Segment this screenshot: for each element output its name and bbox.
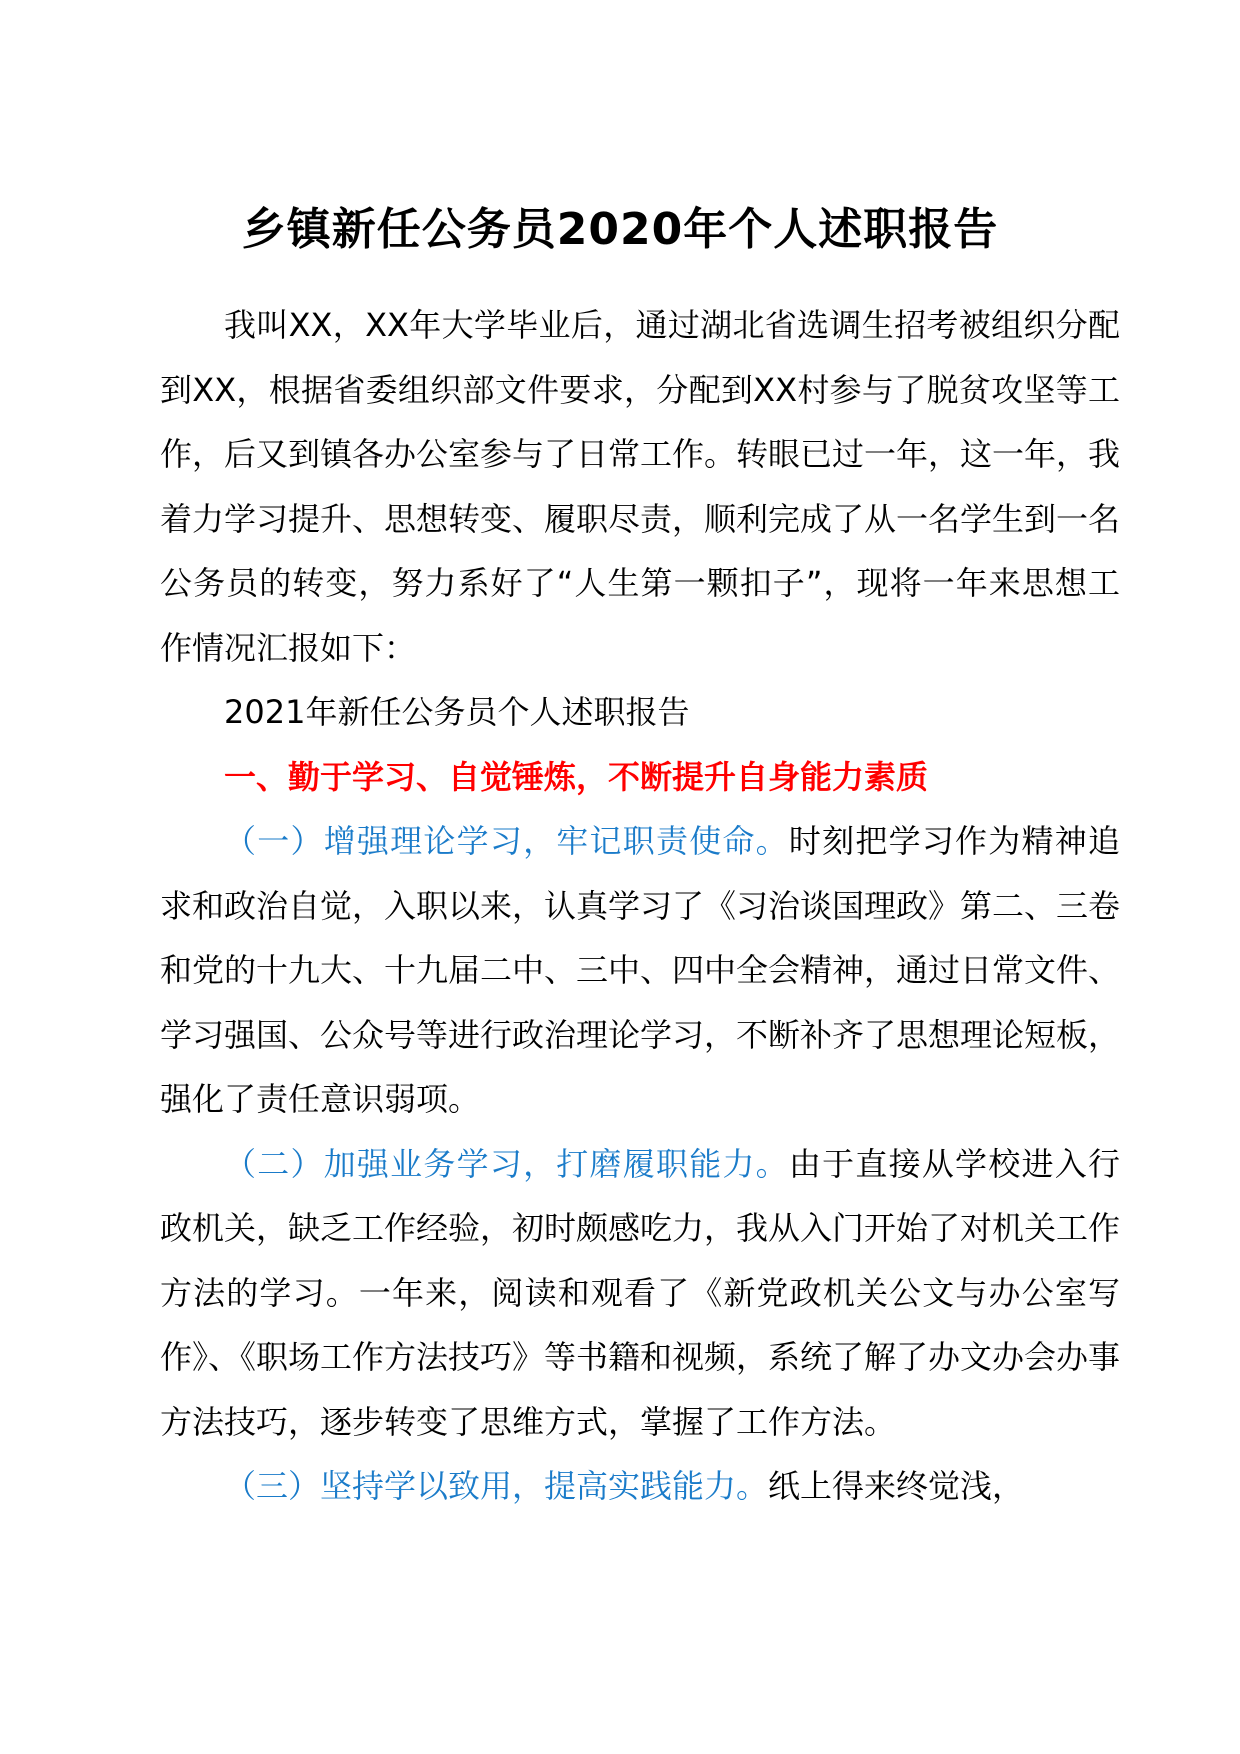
item-3-lead: （三）坚持学以致用，提高实践能力。 bbox=[224, 1467, 769, 1505]
intro-paragraph: 我叫XX，XX年大学毕业后，通过湖北省选调生招考被组织分配到XX，根据省委组织部文件要求，分配到XX村参与了脱贫攻坚等工作，后又到镇各办公室参与了日常工作。转眼已过一年，这一年，我着力学习提升、思想转变、履职尽责，顺利完成了从一名学生到一名公务员的转变，努力系好了“人生第一颗扣子”，现将一年来思想工作情况汇报如下： bbox=[160, 306, 1121, 667]
subtitle-line: 2021年新任公务员个人述职报告 bbox=[224, 693, 690, 731]
item-1-text: 时刻把学习作为精神追求和政治自觉，入职以来，认真学习了《习治谈国理政》第二、三卷和党的十九大、十九届二中、三中、四中全会精神，通过日常文件、学习强国、公众号等进行政治理论学习，不断补齐了思想理论短板，强化了责任意识弱项。 bbox=[160, 822, 1121, 1118]
item-paragraph-2 bbox=[160, 1132, 1120, 1455]
item-1-lead: （一）增强理论学习，牢记职责使命。 bbox=[224, 822, 789, 860]
item-2-lead: （二）加强业务学习，打磨履职能力。 bbox=[224, 1144, 789, 1183]
item-3-text: 纸上得来终觉浅， bbox=[768, 1467, 1025, 1505]
document-body bbox=[160, 293, 1120, 1519]
document-title: 乡镇新任公务员2020年个人述职报告 bbox=[241, 204, 999, 255]
item-paragraph-1 bbox=[160, 809, 1120, 1132]
item-2-text: 由于直接从学校进入行政机关，缺乏工作经验，初时颇感吃力，我从入门开始了对机关工作方法的学习。一年来，阅读和观看了《新党政机关公文与办公室写作》、《职场工作方法技巧》等书籍和视频，系统了解了办文办会办事方法技巧，逐步转变了思维方式，掌握了工作方法。 bbox=[160, 1144, 1121, 1441]
section-heading-1: 一、勤于学习、自觉锤炼，不断提升自身能力素质 bbox=[224, 757, 929, 796]
item-paragraph-3 bbox=[160, 1454, 1120, 1519]
